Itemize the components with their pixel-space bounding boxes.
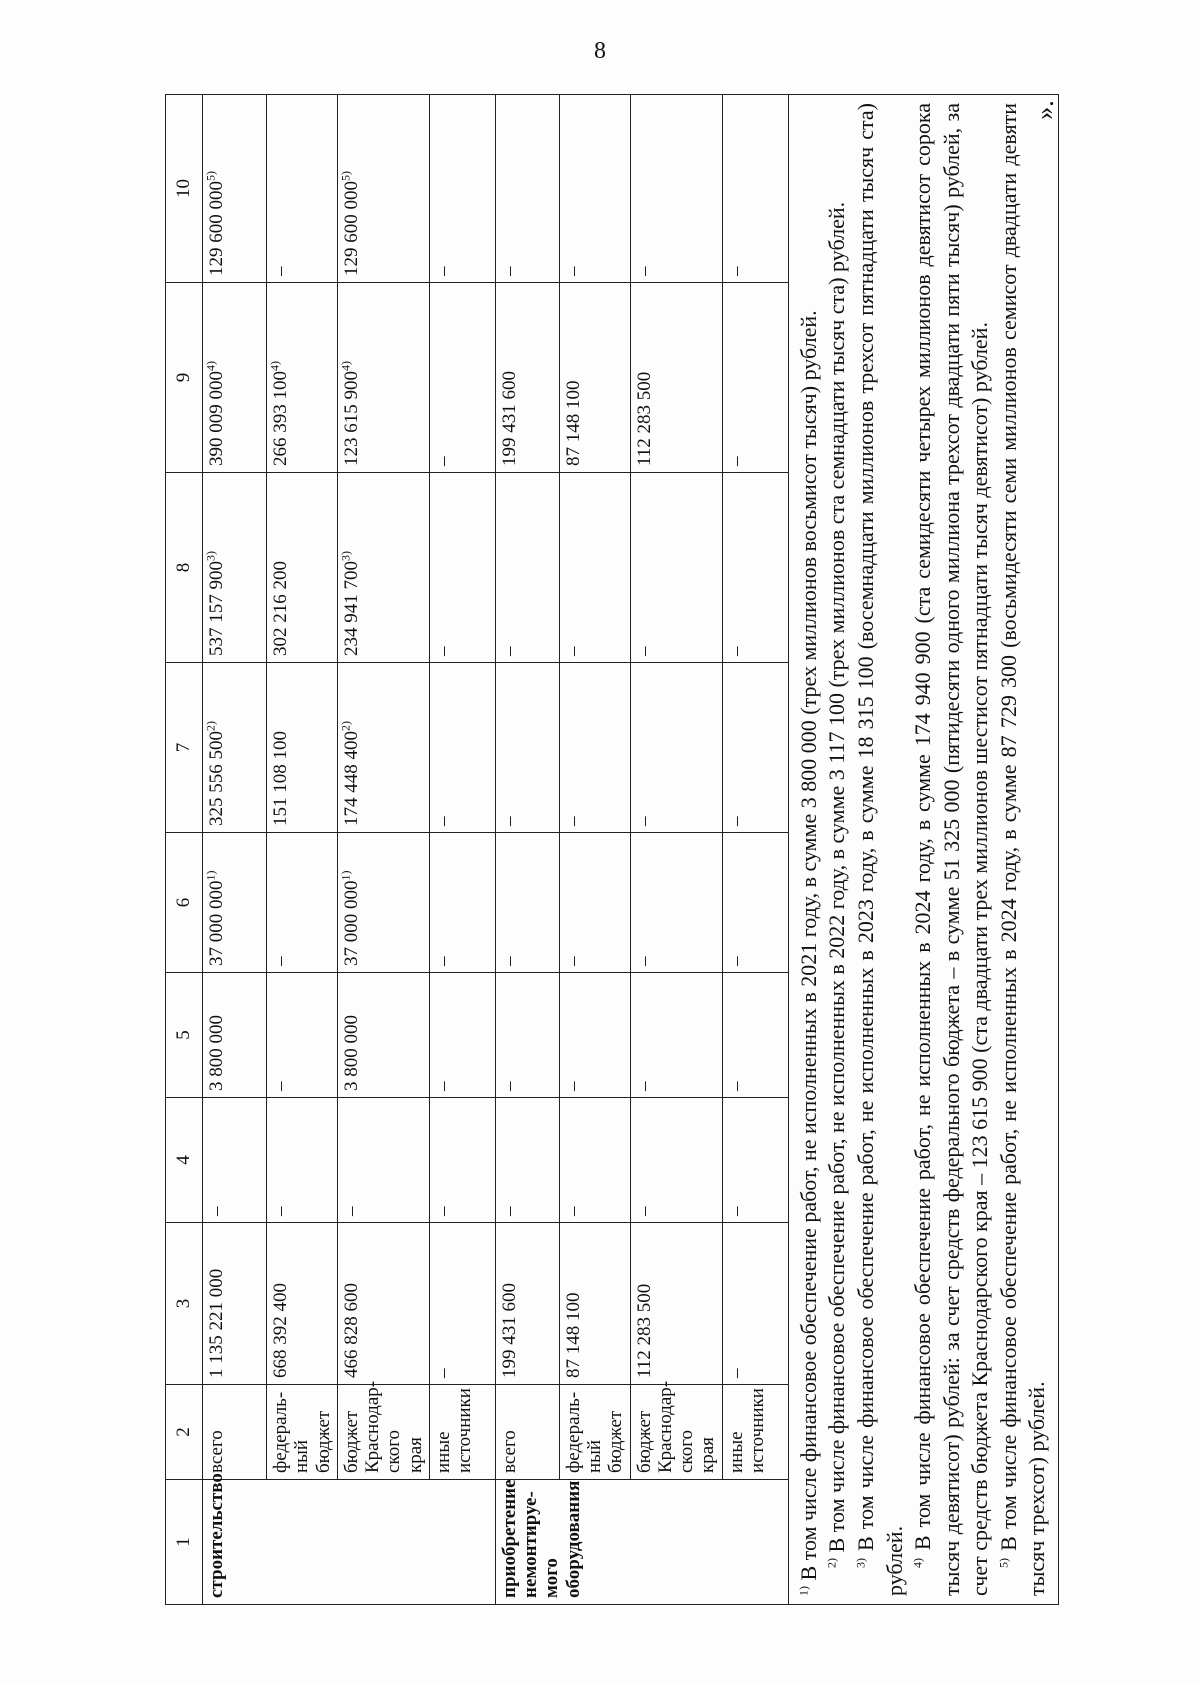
value-cell-v5: –: [559, 973, 630, 1098]
value-cell-v8: –: [559, 473, 630, 663]
header-cell: 8: [166, 473, 203, 663]
value-cell-v3: 466 828 600: [337, 1223, 429, 1385]
financing-table: [165, 94, 1059, 1605]
value-cell-v10: 129 600 000$^{5)}$: [337, 95, 429, 283]
value-cell-v4: –: [559, 1098, 630, 1223]
value-cell-v9: 390 009 000$^{4)}$: [203, 283, 267, 473]
value-cell-v8: –: [429, 473, 495, 663]
source-cell: федераль- ный бюджет: [267, 1385, 338, 1480]
value-cell-v5: –: [722, 973, 788, 1098]
source-cell: бюджет Краснодар- ского края: [630, 1385, 722, 1480]
value-cell-v4: –: [630, 1098, 722, 1223]
value-cell-v3: 112 283 500: [630, 1223, 722, 1385]
footnote-mark: 4): [203, 361, 218, 371]
value-cell-v7: –: [630, 663, 722, 833]
rotated-table-region: [165, 95, 1075, 1605]
value-cell-v4: –: [429, 1098, 495, 1223]
value-cell-v5: –: [630, 973, 722, 1098]
footnote-mark: 1): [796, 1586, 811, 1596]
footnote-mark: 1): [338, 870, 353, 881]
table-row: [559, 95, 630, 1605]
value-cell-v5: –: [495, 973, 559, 1098]
value-cell-v8: 537 157 900$^{3)}$: [203, 473, 267, 663]
value-cell-v3: 87 148 100: [559, 1223, 630, 1385]
table-row: [429, 95, 495, 1605]
page-number: 8: [594, 38, 606, 64]
source-cell: всего: [495, 1385, 559, 1480]
header-cell: 6: [166, 833, 203, 973]
value-cell-v7: 151 108 100: [267, 663, 338, 833]
value-cell-v3: 199 431 600: [495, 1223, 559, 1385]
value-cell-v5: 3 800 000: [203, 973, 267, 1098]
value-cell-v8: 302 216 200: [267, 473, 338, 663]
table-body: [166, 95, 789, 1605]
footnote: $^{4)}$ В том числе финансовое обеспечение работ, не исполненных в 2024 году, в сумме 174 940 900 (ста семидесяти четырех миллионов девятисот сорока тысяч девятисот) рублей: за счет средств федерального бюджета – в сумме 51 325 000 (пятидесяти одного миллиона трехсот двадцати пяти тысяч) рублей, за счет средств бюджета Краснодарского края – 123 615 900 (ста двадцати трех миллионов шестисот пятнадцати тысяч девятисот) рублей.: [910, 103, 993, 1596]
source-cell: иные источники: [722, 1385, 788, 1480]
footnote-mark: 4): [910, 1558, 925, 1568]
value-cell-v4: –: [337, 1098, 429, 1223]
footnote-mark: 2): [203, 721, 218, 731]
value-cell-v6: 37 000 000$^{1)}$: [203, 833, 267, 973]
closing-quote: ».: [1029, 100, 1059, 120]
footnote-mark: 4): [338, 361, 353, 371]
expense-label-cell: строительство: [203, 1480, 496, 1605]
value-cell-v7: –: [559, 663, 630, 833]
footnote-mark: 3): [853, 1558, 868, 1568]
value-cell-v10: –: [267, 95, 338, 283]
value-cell-v10: –: [429, 95, 495, 283]
value-cell-v4: –: [722, 1098, 788, 1223]
table-row: [267, 95, 338, 1605]
value-cell-v6: –: [559, 833, 630, 973]
expense-label-cell: приобретение немонтируе- мого оборудования: [495, 1480, 788, 1605]
value-cell-v8: –: [630, 473, 722, 663]
value-cell-v9: 199 431 600: [495, 283, 559, 473]
source-cell: бюджет Краснодар- ского края: [337, 1385, 429, 1480]
header-cell: 3: [166, 1223, 203, 1385]
value-cell-v6: –: [722, 833, 788, 973]
footnotes-body: [788, 95, 1058, 1605]
value-cell-v7: –: [495, 663, 559, 833]
table-row: [495, 95, 559, 1605]
value-cell-v3: 668 392 400: [267, 1223, 338, 1385]
value-cell-v10: –: [722, 95, 788, 283]
value-cell-v7: 325 556 500$^{2)}$: [203, 663, 267, 833]
value-cell-v9: 87 148 100: [559, 283, 630, 473]
footnote-mark: 5): [203, 171, 218, 181]
footnote-mark: 2): [338, 721, 353, 731]
footnote: $^{5)}$ В том числе финансовое обеспечение работ, не исполненных в 2024 году, в сумме 87 729 300 (восьмидесяти семи миллионов семисот двадцати девяти тысяч трехсот) рублей.: [995, 103, 1050, 1596]
value-cell-v6: –: [630, 833, 722, 973]
value-cell-v9: 266 393 100$^{4)}$: [267, 283, 338, 473]
value-cell-v8: –: [495, 473, 559, 663]
value-cell-v9: 123 615 900$^{4)}$: [337, 283, 429, 473]
footnote-mark: 4): [267, 361, 282, 371]
value-cell-v4: –: [267, 1098, 338, 1223]
value-cell-v8: 234 941 700$^{3)}$: [337, 473, 429, 663]
value-cell-v4: –: [203, 1098, 267, 1223]
header-cell: 9: [166, 283, 203, 473]
footnotes-row: [788, 95, 1058, 1605]
footnote: $^{1)}$ В том числе финансовое обеспечение работ, не исполненных в 2021 году, в сумме 3 800 000 (трех миллионов восьмисот тысяч) рублей.: [795, 310, 821, 1596]
header-cell: 1: [166, 1480, 203, 1605]
source-cell: иные источники: [429, 1385, 495, 1480]
value-cell-v6: –: [429, 833, 495, 973]
footnote: $^{3)}$ В том числе финансовое обеспечение работ, не исполненных в 2023 году, в сумме 18 315 100 (восемнадцати миллионов трехсот пятнадцати тысяч ста) рублей.: [852, 103, 907, 1596]
value-cell-v10: –: [630, 95, 722, 283]
footnote-mark: 3): [338, 551, 353, 561]
value-cell-v6: –: [495, 833, 559, 973]
value-cell-v8: –: [722, 473, 788, 663]
value-cell-v3: –: [429, 1223, 495, 1385]
header-row: [166, 95, 203, 1605]
value-cell-v9: –: [429, 283, 495, 473]
value-cell-v5: –: [267, 973, 338, 1098]
header-cell: 10: [166, 95, 203, 283]
footnote-mark: 3): [203, 551, 218, 561]
footnotes-cell: [788, 95, 1058, 1605]
footnote-mark: 2): [824, 1558, 839, 1568]
value-cell-v3: –: [722, 1223, 788, 1385]
footnote-mark: 1): [203, 870, 218, 881]
source-cell: всего: [203, 1385, 267, 1480]
value-cell-v10: –: [559, 95, 630, 283]
value-cell-v5: 3 800 000: [337, 973, 429, 1098]
value-cell-v9: 112 283 500: [630, 283, 722, 473]
value-cell-v10: –: [495, 95, 559, 283]
value-cell-v9: –: [722, 283, 788, 473]
value-cell-v10: 129 600 000$^{5)}$: [203, 95, 267, 283]
header-cell: 4: [166, 1098, 203, 1223]
table-row: [203, 95, 267, 1605]
header-cell: 2: [166, 1385, 203, 1480]
footnote-mark: 5): [338, 171, 353, 181]
footnote: $^{2)}$ В том числе финансовое обеспечение работ, не исполненных в 2022 году, в сумме 3 117 100 (трех миллионов ста семнадцати тысяч ста) рублей.: [824, 201, 850, 1568]
table-row: [722, 95, 788, 1605]
value-cell-v7: –: [429, 663, 495, 833]
value-cell-v4: –: [495, 1098, 559, 1223]
table-row: [630, 95, 722, 1605]
footnote-mark: 5): [996, 1558, 1011, 1568]
value-cell-v5: –: [429, 973, 495, 1098]
value-cell-v6: 37 000 000$^{1)}$: [337, 833, 429, 973]
rotated-content: [165, 95, 1075, 1605]
value-cell-v7: 174 448 400$^{2)}$: [337, 663, 429, 833]
header-cell: 5: [166, 973, 203, 1098]
table-row: [337, 95, 429, 1605]
value-cell-v3: 1 135 221 000: [203, 1223, 267, 1385]
value-cell-v6: –: [267, 833, 338, 973]
source-cell: федераль- ный бюджет: [559, 1385, 630, 1480]
value-cell-v7: –: [722, 663, 788, 833]
header-cell: 7: [166, 663, 203, 833]
